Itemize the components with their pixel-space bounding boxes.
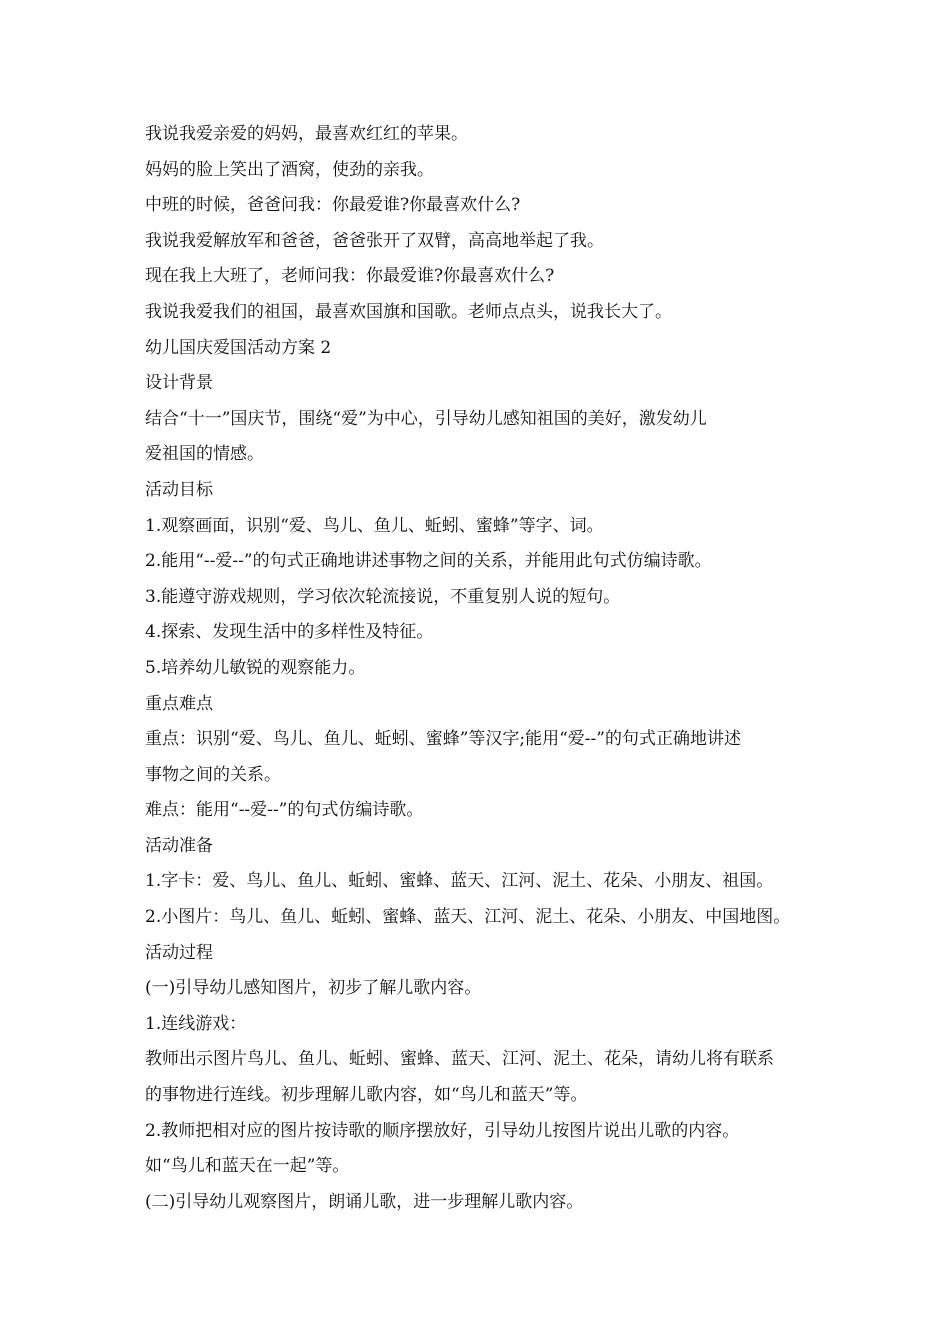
list-item: 1.字卡：爱、鸟儿、鱼儿、蚯蚓、蜜蜂、蓝天、江河、泥土、花朵、小朋友、祖国。 (145, 871, 774, 892)
text-line: 结合“十一”国庆节，围绕“爱”为中心，引导幼儿感知祖国的美好，激发幼儿 (145, 408, 707, 429)
text-line: (二)引导幼儿观察图片，朗诵儿歌，进一步理解儿歌内容。 (145, 1191, 584, 1212)
text-line: 重点：识别“爱、鸟儿、鱼儿、蚯蚓、蜜蜂”等汉字;能用“爱--”的句式正确地讲述 (145, 729, 741, 750)
section-heading: 活动目标 (145, 479, 213, 500)
list-item: 2.教师把相对应的图片按诗歌的顺序摆放好，引导幼儿按图片说出儿歌的内容。 (145, 1120, 740, 1141)
text-line: 爱祖国的情感。 (145, 444, 264, 465)
section-heading: 活动过程 (145, 942, 213, 963)
section-heading: 活动准备 (145, 835, 213, 856)
section-heading: 设计背景 (145, 373, 213, 394)
text-line: 教师出示图片鸟儿、鱼儿、蚯蚓、蜜蜂、蓝天、江河、泥土、花朵，请幼儿将有联系 (145, 1049, 774, 1070)
text-line: 的事物进行连线。初步理解儿歌内容，如“鸟儿和蓝天”等。 (145, 1085, 588, 1106)
list-item: 1.连线游戏： (145, 1013, 247, 1034)
list-item: 3.能遵守游戏规则，学习依次轮流接说，不重复别人说的短句。 (145, 586, 621, 607)
list-item: 2.能用“--爱--”的句式正确地讲述事物之间的关系，并能用此句式仿编诗歌。 (145, 551, 712, 572)
text-line: 我说我爱我们的祖国，最喜欢国旗和国歌。老师点点头，说我长大了。 (145, 301, 672, 322)
list-item: 4.探索、发现生活中的多样性及特征。 (145, 622, 434, 643)
list-item: 1.观察画面，识别“爱、鸟儿、鱼儿、蚯蚓、蜜蜂”等字、词。 (145, 515, 604, 536)
text-line: 我说我爱解放军和爸爸，爸爸张开了双臂，高高地举起了我。 (145, 230, 604, 251)
text-line: 如“鸟儿和蓝天在一起”等。 (145, 1156, 350, 1177)
text-line: (一)引导幼儿感知图片，初步了解儿歌内容。 (145, 978, 482, 999)
text-line: 难点：能用“--爱--”的句式仿编诗歌。 (145, 800, 424, 821)
section-title: 幼儿国庆爱国活动方案 2 (145, 337, 332, 358)
section-heading: 重点难点 (145, 693, 213, 714)
list-item: 2.小图片：鸟儿、鱼儿、蚯蚓、蜜蜂、蓝天、江河、泥土、花朵、小朋友、中国地图。 (145, 907, 791, 928)
text-line: 事物之间的关系。 (145, 764, 281, 785)
text-line: 我说我爱亲爱的妈妈，最喜欢红红的苹果。 (145, 124, 468, 144)
text-line: 现在我上大班了，老师问我：你最爱谁?你最喜欢什么? (145, 266, 555, 287)
text-line: 妈妈的脸上笑出了酒窝，使劲的亲我。 (145, 159, 434, 180)
document-body (145, 117, 815, 1220)
list-item: 5.培养幼儿敏锐的观察能力。 (145, 657, 366, 678)
text-line: 中班的时候，爸爸问我：你最爱谁?你最喜欢什么? (145, 195, 521, 216)
